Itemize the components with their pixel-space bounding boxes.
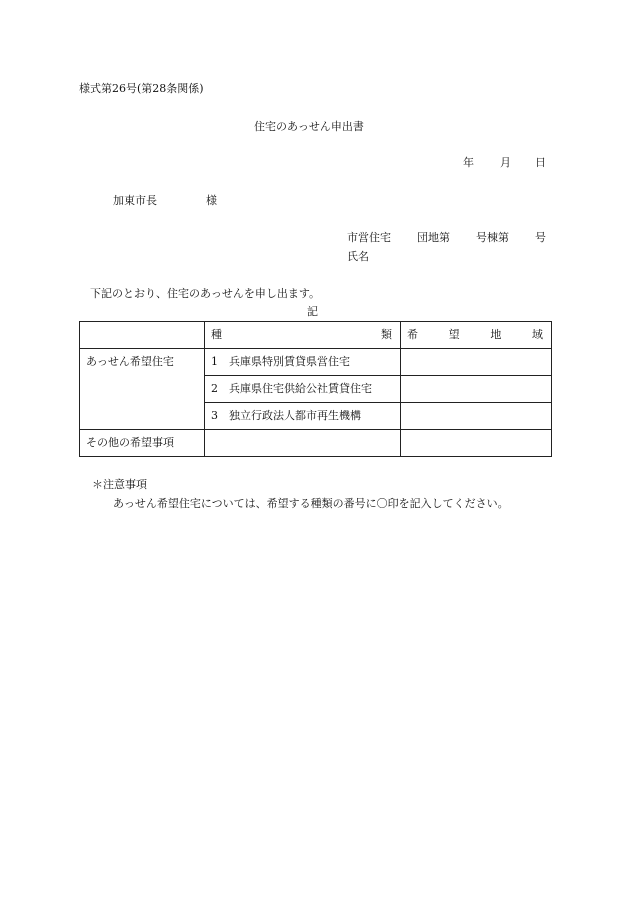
addressee-honorific: 様 <box>206 194 217 207</box>
housing-row-label: あっせん希望住宅 <box>80 349 205 430</box>
table-header-row <box>80 322 552 349</box>
applicant-name-label: 氏名 <box>347 250 369 263</box>
table-row <box>80 430 552 457</box>
intro-text: 下記のとおり、住宅のあっせんを申し出ます。 <box>90 287 321 300</box>
date-line <box>463 156 546 170</box>
notes-text: あっせん希望住宅については、希望する種類の番号に〇印を記入してください。 <box>113 497 509 510</box>
request-table <box>79 321 552 457</box>
header-kind-char: 類 <box>381 328 392 341</box>
date-year: 年 <box>463 156 474 169</box>
option-label: 独立行政法人都市再生機構 <box>229 409 361 422</box>
header-area-char: 希 <box>407 328 418 341</box>
option-number: 3 <box>211 409 218 422</box>
ki-label: 記 <box>307 305 318 318</box>
other-request-label: その他の希望事項 <box>80 430 205 457</box>
addressee-name: 加東市長 <box>113 194 157 207</box>
option-label: 兵庫県住宅供給公社賃貸住宅 <box>229 382 372 395</box>
date-day: 日 <box>535 156 546 169</box>
area-input-cell[interactable] <box>401 349 552 376</box>
applicant-go: 号 <box>535 231 546 244</box>
page-title: 住宅のあっせん申出書 <box>254 120 364 133</box>
applicant-goto: 号棟第 <box>476 231 509 244</box>
header-area-char: 地 <box>490 328 502 341</box>
housing-option-cell <box>205 376 401 403</box>
option-number: 1 <box>211 355 218 368</box>
header-blank-cell <box>80 322 205 349</box>
applicant-danchi: 団地第 <box>417 231 450 244</box>
option-number: 2 <box>211 382 218 395</box>
applicant-address-prefix: 市営住宅 <box>347 231 391 244</box>
area-input-cell[interactable] <box>401 376 552 403</box>
option-label: 兵庫県特別賃貸県営住宅 <box>229 355 350 368</box>
area-input-cell[interactable] <box>401 403 552 430</box>
date-month: 月 <box>500 156 511 169</box>
other-request-input-cell[interactable] <box>205 430 401 457</box>
table-row <box>80 349 552 376</box>
housing-option-cell <box>205 349 401 376</box>
header-area-char: 域 <box>531 328 543 341</box>
header-area-char: 望 <box>448 328 460 341</box>
header-kind-cell <box>205 322 401 349</box>
notes-heading: ＊注意事項 <box>92 478 147 491</box>
header-area-cell <box>401 322 552 349</box>
header-kind-char: 種 <box>211 328 222 341</box>
form-number: 様式第26号(第28条関係) <box>79 82 204 95</box>
other-request-input-cell[interactable] <box>401 430 552 457</box>
housing-option-cell <box>205 403 401 430</box>
